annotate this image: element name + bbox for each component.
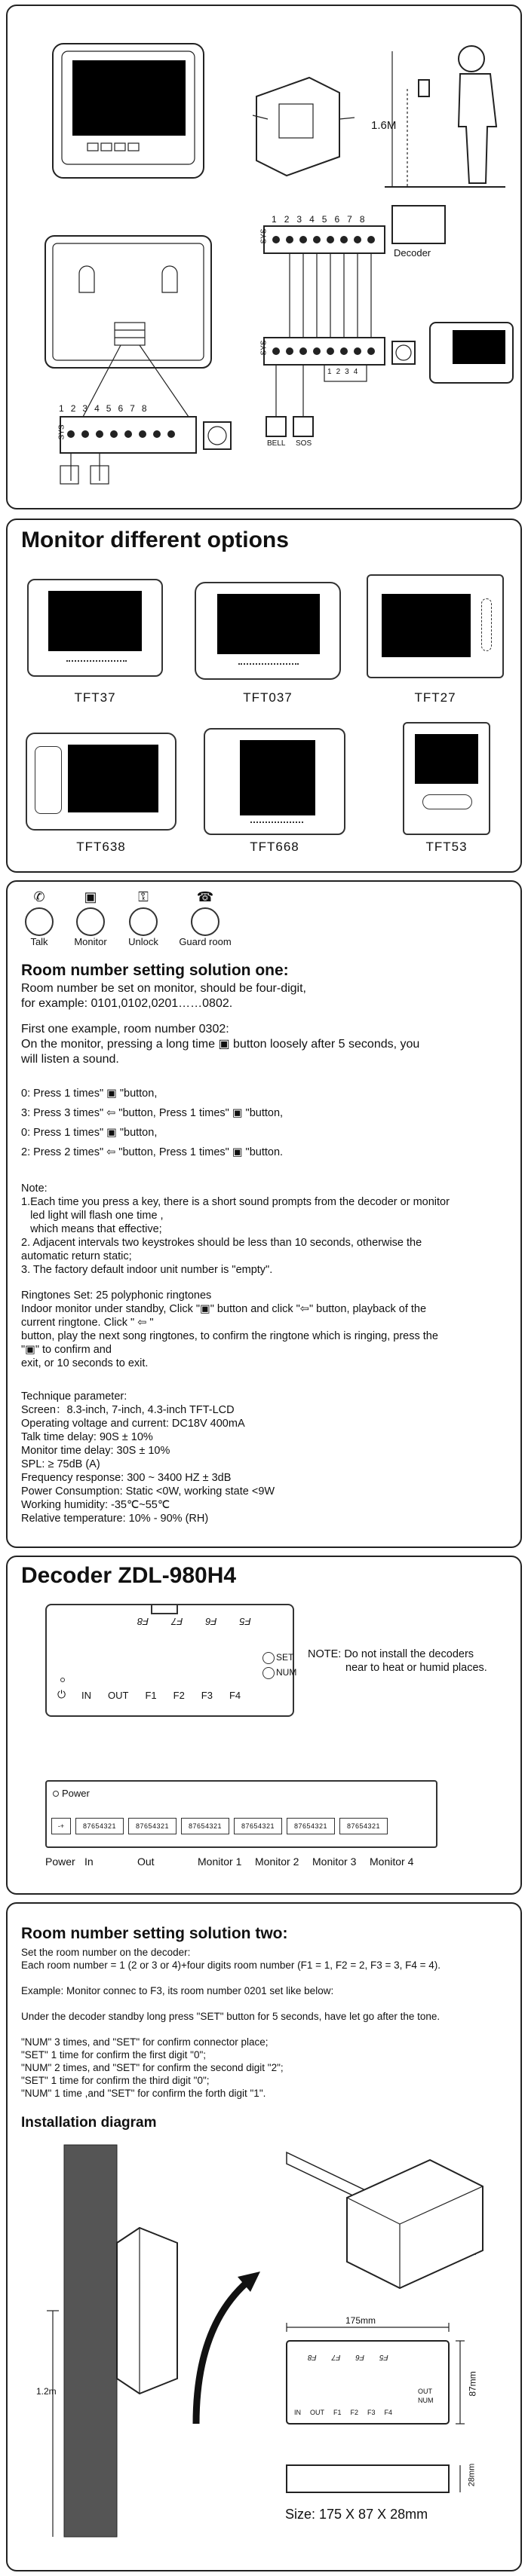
- decoder-terminal-view: [45, 1780, 437, 1848]
- model-label: TFT37: [74, 690, 116, 705]
- label-in: IN: [294, 2409, 301, 2416]
- decoder-bottom-labels: [81, 1690, 241, 1701]
- model-label: TFT27: [414, 690, 456, 705]
- tech-line: Working humidity: -35℃~55℃: [21, 1499, 170, 1511]
- tech-line: Screen：8.3-inch, 7-inch, 4.3-inch TFT-LCD: [21, 1404, 235, 1416]
- tech-line: Power Consumption: Static <0W, working state <9W: [21, 1485, 275, 1498]
- intro-line: for example: 0101,0102,0201……0802.: [21, 997, 233, 1010]
- guard-room-icon-group: [175, 889, 235, 947]
- height-label: 1.6M: [371, 119, 397, 132]
- terminal-8: 8: [359, 214, 365, 225]
- terminal-block-monitor-4: 87654321: [339, 1818, 388, 1834]
- monitor-buttons: [422, 794, 472, 809]
- label-f8: F8: [137, 1616, 149, 1627]
- monitor-buttons: [238, 663, 299, 669]
- note-title: Note:: [21, 1182, 48, 1195]
- label-in: IN: [81, 1690, 91, 1701]
- unlock-button-circle: [129, 907, 158, 936]
- text-line-blank: [21, 1997, 522, 2010]
- monitor-buttons: [66, 660, 127, 666]
- label-f3: F3: [367, 2409, 376, 2416]
- installation-diagram: [8, 2130, 522, 2571]
- function-icons: [21, 889, 235, 947]
- label-f5: F5: [379, 2353, 388, 2361]
- note-line: led light will flash one time ,: [21, 1210, 164, 1222]
- unlock-icon-group: [124, 889, 163, 947]
- power-indicator: [53, 1788, 90, 1799]
- solution-one-panel: [6, 880, 522, 1548]
- solution-one-notes: [21, 1182, 522, 1277]
- example-line: First one example, room number 0302:: [21, 1023, 229, 1036]
- install-height-label: 1.2m: [36, 2386, 57, 2397]
- size-label: Size: 175 X 87 X 28mm: [285, 2507, 428, 2522]
- monitor-tft27: [367, 574, 504, 678]
- decoder-connector: [151, 1604, 178, 1614]
- tech-line: Relative temperature: 10% - 90% (RH): [21, 1513, 209, 1525]
- front-view-bottom-labels: [294, 2409, 392, 2416]
- monitor-screen: [240, 740, 315, 815]
- label-f1: F1: [333, 2409, 342, 2416]
- tech-line: Operating voltage and current: DC18V 400mA: [21, 1418, 245, 1430]
- note-line: 1.Each time you press a key, there is a short sound prompts from the decoder or monitor: [21, 1196, 450, 1208]
- terminal-1: 1: [59, 403, 64, 414]
- set-label: SET: [276, 1652, 294, 1663]
- sub-terminal-2: 2: [336, 368, 341, 376]
- terminal-block-monitor-3: 87654321: [287, 1818, 335, 1834]
- sos-label: SOS: [296, 439, 312, 448]
- port-out: Out: [137, 1856, 155, 1868]
- decoder-top-labels: [137, 1616, 251, 1627]
- guard-room-button-circle: [191, 907, 219, 936]
- label-f7: F7: [171, 1616, 183, 1627]
- intro-line: Room number be set on monitor, should be four-digit,: [21, 982, 306, 995]
- label-f1: F1: [145, 1690, 157, 1701]
- solution-two-title: Room number setting solution two:: [21, 1925, 288, 1942]
- led-indicator: [60, 1678, 65, 1682]
- monitor-tft37: [27, 579, 163, 677]
- model-label: TFT668: [250, 840, 299, 854]
- label-f4: F4: [229, 1690, 241, 1701]
- terminal-4: 4: [94, 403, 100, 414]
- text-line: Under the decoder standby long press "SET" button for 5 seconds, have let go after the tone.: [21, 2011, 441, 2022]
- ringtones-section: [21, 1289, 522, 1370]
- label-f3: F3: [201, 1690, 213, 1701]
- monitor-buttons: [481, 598, 492, 651]
- terminal-6: 6: [334, 214, 340, 225]
- terminal-7: 7: [130, 403, 135, 414]
- terminal-block-in: 87654321: [75, 1818, 124, 1834]
- ringtone-line: current ringtone. Click " ⇦ ": [21, 1317, 154, 1329]
- terminal-block-power: -+: [51, 1818, 71, 1834]
- label-f2: F2: [350, 2409, 359, 2416]
- options-panel: [6, 519, 522, 873]
- text-line: Set the room number on the decoder:: [21, 1947, 191, 1958]
- terminal-numbers-left: [59, 403, 147, 414]
- monitor-tft53: [403, 722, 490, 835]
- num-button[interactable]: [262, 1667, 275, 1679]
- monitor-screen: [48, 591, 142, 651]
- thickness-dimension-label: 28mm: [467, 2463, 477, 2487]
- port-monitor-2: Monitor 2: [255, 1856, 299, 1868]
- step-line: 0: Press 1 times" ▣ "button,: [21, 1127, 158, 1139]
- step-line: 0: Press 1 times" ▣ "button,: [21, 1088, 158, 1100]
- port-monitor-4: Monitor 4: [370, 1856, 414, 1868]
- monitor-tft037: [195, 582, 341, 680]
- sub-terminal-3: 3: [345, 368, 349, 376]
- label-f7: F7: [331, 2353, 341, 2361]
- solution-one-title: Room number setting solution one:: [21, 962, 289, 979]
- terminal-3: 3: [296, 214, 302, 225]
- model-label: TFT638: [76, 840, 126, 854]
- talk-button-circle: [25, 907, 54, 936]
- solution-one-steps: [21, 1084, 519, 1162]
- ringtone-line: Ringtones Set: 25 polyphonic ringtones: [21, 1290, 212, 1302]
- text-line: "NUM" 3 times, and "SET" for confirm connector place;: [21, 2036, 269, 2048]
- step-line: 2: Press 2 times" ⇦ "button, Press 1 times" ▣ "button.: [21, 1146, 284, 1158]
- text-line: Each room number = 1 (2 or 3 or 4)+four digits room number (F1 = 1, F2 = 2, F3 = 3, F4 = 4).: [21, 1960, 441, 1971]
- text-line: "SET" 1 time for confirm the first digit "0";: [21, 2049, 206, 2060]
- solution-two-panel: [6, 1902, 522, 2571]
- monitor-tft638: [26, 733, 177, 831]
- ringtone-line: button, play the next song ringtones, to confirm the ringtone which is ringing, press the: [21, 1330, 438, 1342]
- wiring-panel: [6, 5, 522, 509]
- terminal-block-monitor-1: 87654321: [181, 1818, 229, 1834]
- monitor-handset: [35, 746, 62, 814]
- decoder-label: Decoder: [394, 247, 431, 259]
- unlock-label: Unlock: [128, 936, 158, 947]
- ringtone-line: exit, or 10 seconds to exit.: [21, 1357, 149, 1369]
- depth-dimension-label: 87mm: [467, 2371, 478, 2397]
- terminal-block-out: 87654321: [128, 1818, 177, 1834]
- label-f4: F4: [384, 2409, 393, 2416]
- sub-terminal-numbers: [327, 368, 358, 376]
- sys-label-top: SYS: [259, 228, 269, 244]
- label-f2: F2: [173, 1690, 185, 1701]
- terminal-blocks: [51, 1818, 388, 1834]
- label-out: OUT: [310, 2409, 324, 2416]
- terminal-3: 3: [82, 403, 88, 414]
- solution-two-text: [21, 1946, 522, 2100]
- monitor-buttons: [250, 821, 303, 828]
- terminal-1: 1: [272, 214, 277, 225]
- decoder-note: [308, 1647, 519, 1675]
- options-title: Monitor different options: [21, 528, 289, 552]
- tech-line: Monitor time delay: 30S ± 10%: [21, 1445, 170, 1457]
- tech-line: SPL: ≥ 75dB (A): [21, 1458, 100, 1470]
- terminal-8: 8: [141, 403, 147, 414]
- power-led-icon: [53, 1791, 59, 1797]
- terminal-block-monitor-2: 87654321: [234, 1818, 282, 1834]
- monitor-screen: [382, 594, 471, 657]
- note-line: near to heat or humid places.: [345, 1662, 487, 1674]
- text-line: Example: Monitor connec to F3, its room number 0201 set like below:: [21, 1985, 334, 1996]
- note-line: NOTE: Do not install the decoders: [308, 1648, 474, 1660]
- front-view-num-label: NUM: [418, 2397, 434, 2404]
- text-line: "NUM" 1 time ,and "SET" for confirm the forth digit "1".: [21, 2088, 266, 2099]
- example-line: On the monitor, pressing a long time ▣ button loosely after 5 seconds, you: [21, 1038, 420, 1051]
- text-line-blank: [21, 2023, 522, 2036]
- terminal-5: 5: [106, 403, 112, 414]
- terminal-5: 5: [321, 214, 327, 225]
- terminal-6: 6: [118, 403, 124, 414]
- ringtone-line: "▣" to confirm and: [21, 1344, 112, 1356]
- terminal-7: 7: [347, 214, 352, 225]
- num-label: NUM: [276, 1667, 297, 1678]
- monitor-button-circle: [76, 907, 105, 936]
- label-f6: F6: [355, 2353, 365, 2361]
- monitor-label: Monitor: [74, 936, 107, 947]
- decoder-top-view: [45, 1604, 297, 1717]
- bell-label: BELL: [267, 439, 286, 448]
- ringtone-line: Indoor monitor under standby, Click "▣" button and click "⇦" button, playback of the: [21, 1303, 427, 1315]
- port-monitor-3: Monitor 3: [312, 1856, 357, 1868]
- wiring-illustration: [8, 6, 522, 509]
- port-power: Power: [45, 1856, 75, 1868]
- port-monitor-1: Monitor 1: [198, 1856, 242, 1868]
- front-view-out-label: OUT: [418, 2388, 432, 2395]
- monitor-screen: [415, 734, 478, 784]
- monitor-icon-group: [69, 889, 112, 947]
- solution-one-example: [21, 1022, 519, 1067]
- model-label: TFT53: [425, 840, 468, 854]
- terminal-4: 4: [309, 214, 315, 225]
- note-line: automatic return static;: [21, 1250, 132, 1262]
- terminal-2: 2: [70, 403, 76, 414]
- step-line: 3: Press 3 times" ⇦ "button, Press 1 times" ▣ "button,: [21, 1107, 284, 1119]
- label-f5: F5: [239, 1616, 251, 1627]
- set-button[interactable]: [262, 1652, 275, 1664]
- decoder-panel: [6, 1556, 522, 1895]
- talk-icon: ✆: [33, 889, 45, 904]
- talk-label: Talk: [30, 936, 48, 947]
- sys-label-left: SYS: [57, 424, 66, 440]
- note-line: 2. Adjacent intervals two keystrokes should be less than 10 seconds, otherwise the: [21, 1237, 422, 1249]
- guard-room-label: Guard room: [179, 936, 232, 947]
- text-line: "SET" 1 time for confirm the third digit "0";: [21, 2075, 210, 2086]
- label-out: OUT: [108, 1690, 129, 1701]
- tech-line: Technique parameter:: [21, 1390, 127, 1403]
- solution-one-intro: [21, 981, 519, 1011]
- front-view-top-labels: [308, 2353, 388, 2361]
- talk-icon-group: [21, 889, 57, 947]
- label-f6: F6: [205, 1616, 217, 1627]
- technique-parameters: [21, 1390, 522, 1525]
- monitor-screen: [217, 594, 320, 654]
- sys-label-bottom: SYS: [259, 340, 269, 356]
- tech-line: Frequency response: 300 ~ 3400 HZ ± 3dB: [21, 1472, 232, 1484]
- terminal-numbers-right: [272, 214, 365, 225]
- tech-line: Talk time delay: 90S ± 10%: [21, 1431, 153, 1443]
- note-line: which means that effective;: [21, 1223, 162, 1235]
- port-in: In: [84, 1856, 94, 1868]
- note-line: 3. The factory default indoor unit number is "empty".: [21, 1264, 273, 1276]
- text-line: "NUM" 2 times, and "SET" for confirm the second digit "2";: [21, 2062, 284, 2073]
- width-dimension-label: 175mm: [345, 2315, 376, 2326]
- model-label: TFT037: [243, 690, 293, 705]
- terminal-2: 2: [284, 214, 290, 225]
- guard-room-icon: ☎: [196, 889, 214, 904]
- monitor-tft668: [204, 728, 345, 835]
- example-line: will listen a sound.: [21, 1053, 119, 1066]
- text-line-blank: [21, 1972, 522, 1984]
- monitor-screen: [68, 745, 158, 812]
- installation-title: Installation diagram: [21, 2115, 157, 2131]
- key-icon: ⚿: [138, 889, 149, 904]
- decoder-title: Decoder ZDL-980H4: [21, 1563, 237, 1588]
- monitor-icon: ▣: [84, 889, 97, 904]
- power-icon: ⏻: [57, 1688, 66, 1700]
- label-f8: F8: [308, 2353, 317, 2361]
- power-indicator-label: Power: [62, 1788, 90, 1799]
- sub-terminal-1: 1: [327, 368, 332, 376]
- sub-terminal-4: 4: [353, 368, 358, 376]
